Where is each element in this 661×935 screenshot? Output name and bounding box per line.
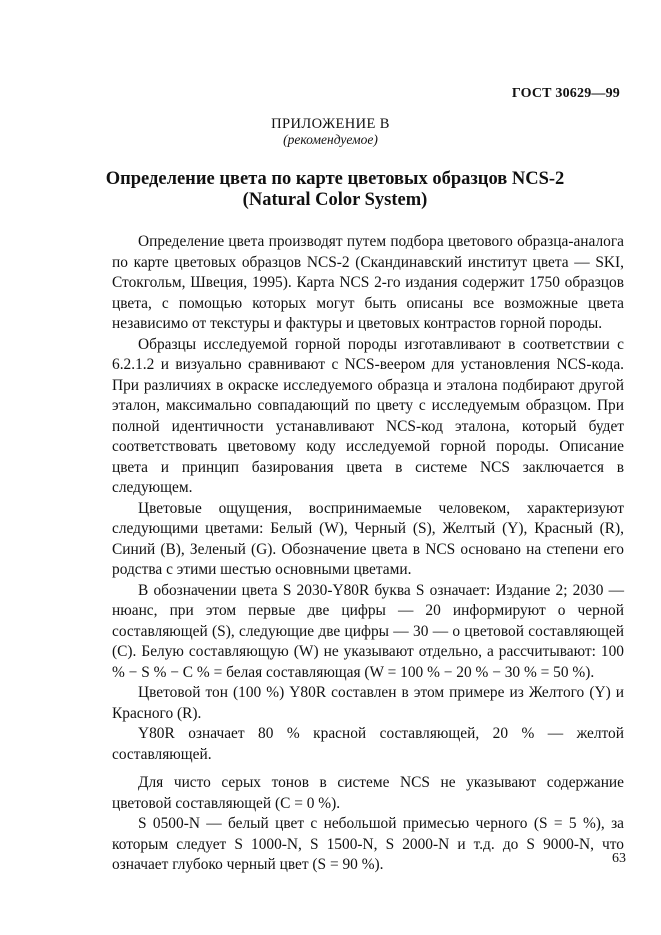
paragraph: Для чисто серых тонов в системе NCS не указывают содержание цветовой составляющей (С = 0 %). [112, 774, 624, 812]
paragraph: Y80R означает 80 % красной составляющей, 20 % — желтой составляющей. [112, 725, 624, 763]
paragraph: Определение цвета производят путем подбора цветового образца-аналога по карте цветовых образцов NCS-2 (Скандинавский институт цвета — SKI, Стокгольм, Швеция, 1995). Карта NCS 2-го издания содержит 1750 образцов цвета, с помощью которых могут быть описаны все возможные цвета независимо от текстуры и фактуры и цветовых контрастов горной породы. [112, 233, 624, 332]
paragraph: Образцы исследуемой горной породы изготавливают в соответствии с 6.2.1.2 и визуально сравнивают с NCS-веером для установления NCS-кода. При различиях в окраске исследуемого образца и эталона подбирают другой эталон, максимально совпадающий по цвету с исследуемым образцом. При полной идентичности устанавливают NCS-код эталона, который будет соответствовать цветовому коду исследуемой горной породы. Описание цвета и принцип базирования цвета в системе NCS заключается в следующем. [112, 335, 624, 496]
appendix-note: (рекомендуемое) [283, 132, 378, 147]
body-text [112, 232, 624, 876]
title-line-2: (Natural Color System) [242, 190, 428, 210]
paragraph: В обозначении цвета S 2030-Y80R буква S означает: Издание 2; 2030 — нюанс, при этом первые две цифры — 20 информируют о черной составляющей (S), следующие две цифры — 30 — о цветовой составляющей (С). Белую составляющую (W) не указывают отдельно, а рассчитывают: 100 % − S % − C % = белая составляющая (W = 100 % − 20 % − 30 % = 50 %). [112, 581, 624, 681]
section-title [70, 169, 600, 211]
standard-header: ГОСТ 30629—99 [511, 86, 620, 101]
paragraph: Цветовой тон (100 %) Y80R составлен в этом примере из Желтого (Y) и Красного (R). [112, 684, 624, 722]
paragraph: S 0500-N — белый цвет с небольшой примесью черного (S = 5 %), за которым следует S 1000-N, S 1500-N, S 2000-N и т.д. до S 9000-N, что означает глубоко черный цвет (S = 90 %). [112, 815, 624, 873]
appendix-label: ПРИЛОЖЕНИЕ В [271, 116, 390, 132]
paragraph: Цветовые ощущения, воспринимаемые человеком, характеризуют следующими цветами: Белый (W), Черный (S), Желтый (Y), Красный (R), Синий (B), Зеленый (G). Обозначение цвета в NCS основано на степени его родства с этими шестью основными цветами. [112, 499, 624, 578]
page-number: 63 [612, 851, 626, 866]
title-line-1: Определение цвета по карте цветовых образцов NCS-2 [105, 169, 565, 189]
